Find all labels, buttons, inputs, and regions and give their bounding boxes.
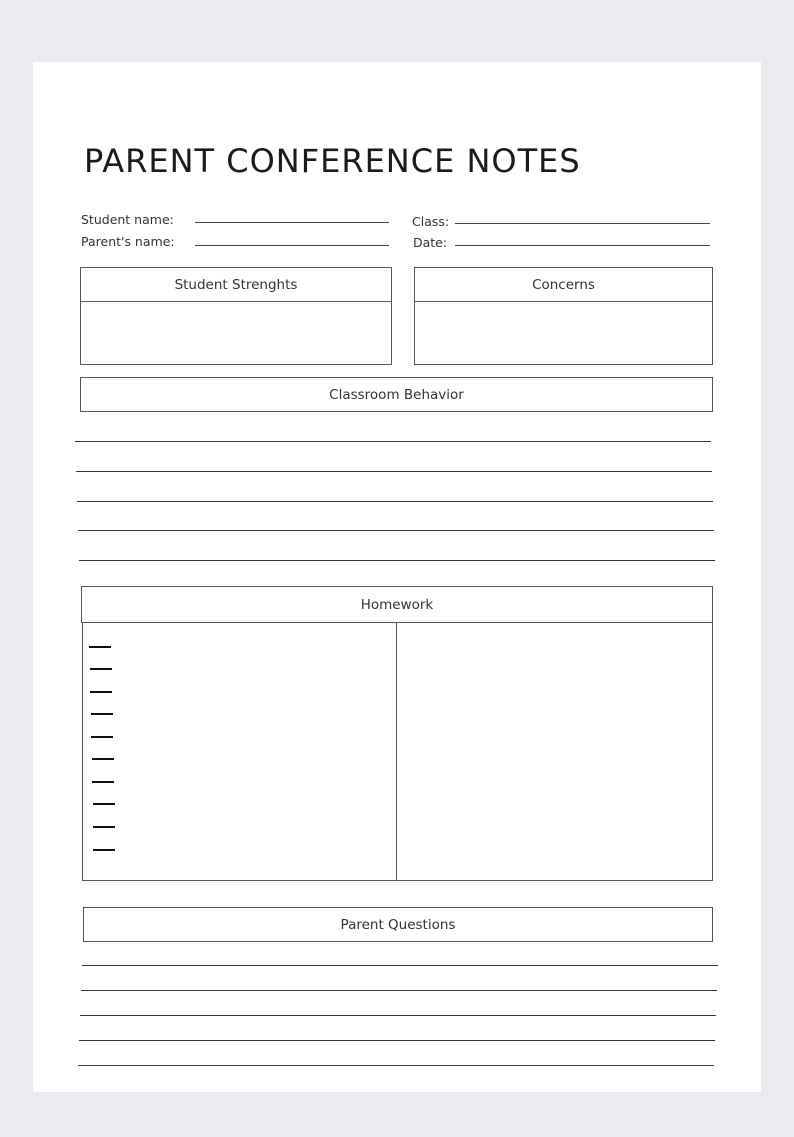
parent-questions-heading: Parent Questions — [83, 907, 713, 942]
classroom-behavior-heading: Classroom Behavior — [80, 377, 713, 412]
homework-heading: Homework — [81, 586, 713, 623]
student-strengths-box[interactable] — [80, 267, 392, 365]
student-name-field[interactable] — [195, 222, 389, 223]
questions-line[interactable] — [82, 965, 718, 966]
parents-name-label: Parent's name: — [81, 234, 175, 249]
class-field[interactable] — [455, 223, 710, 224]
checklist-dash[interactable] — [92, 758, 114, 760]
checklist-dash[interactable] — [91, 736, 113, 738]
homework-grid[interactable] — [82, 622, 713, 881]
behavior-line[interactable] — [77, 501, 713, 502]
concerns-heading: Concerns — [415, 268, 712, 302]
questions-line[interactable] — [79, 1040, 715, 1041]
behavior-line[interactable] — [78, 530, 714, 531]
checklist-dash[interactable] — [93, 826, 115, 828]
homework-column-divider — [396, 623, 397, 880]
checklist-dash[interactable] — [93, 849, 115, 851]
concerns-box[interactable] — [414, 267, 713, 365]
page-title: PARENT CONFERENCE NOTES — [84, 142, 581, 180]
parents-name-field[interactable] — [195, 245, 389, 246]
behavior-line[interactable] — [79, 560, 715, 561]
checklist-dash[interactable] — [91, 713, 113, 715]
date-label: Date: — [413, 235, 448, 250]
checklist-dash[interactable] — [90, 691, 112, 693]
class-label: Class: — [412, 214, 450, 229]
questions-line[interactable] — [78, 1065, 714, 1066]
student-strengths-heading: Student Strenghts — [81, 268, 391, 302]
checklist-dash[interactable] — [89, 646, 111, 648]
checklist-dash[interactable] — [90, 668, 112, 670]
questions-line[interactable] — [81, 990, 717, 991]
checklist-dash[interactable] — [92, 781, 114, 783]
student-name-label: Student name: — [81, 212, 174, 227]
planner-sheet — [33, 62, 761, 1092]
questions-line[interactable] — [80, 1015, 716, 1016]
date-field[interactable] — [455, 245, 710, 246]
behavior-line[interactable] — [75, 441, 711, 442]
checklist-dash[interactable] — [93, 803, 115, 805]
behavior-line[interactable] — [76, 471, 712, 472]
